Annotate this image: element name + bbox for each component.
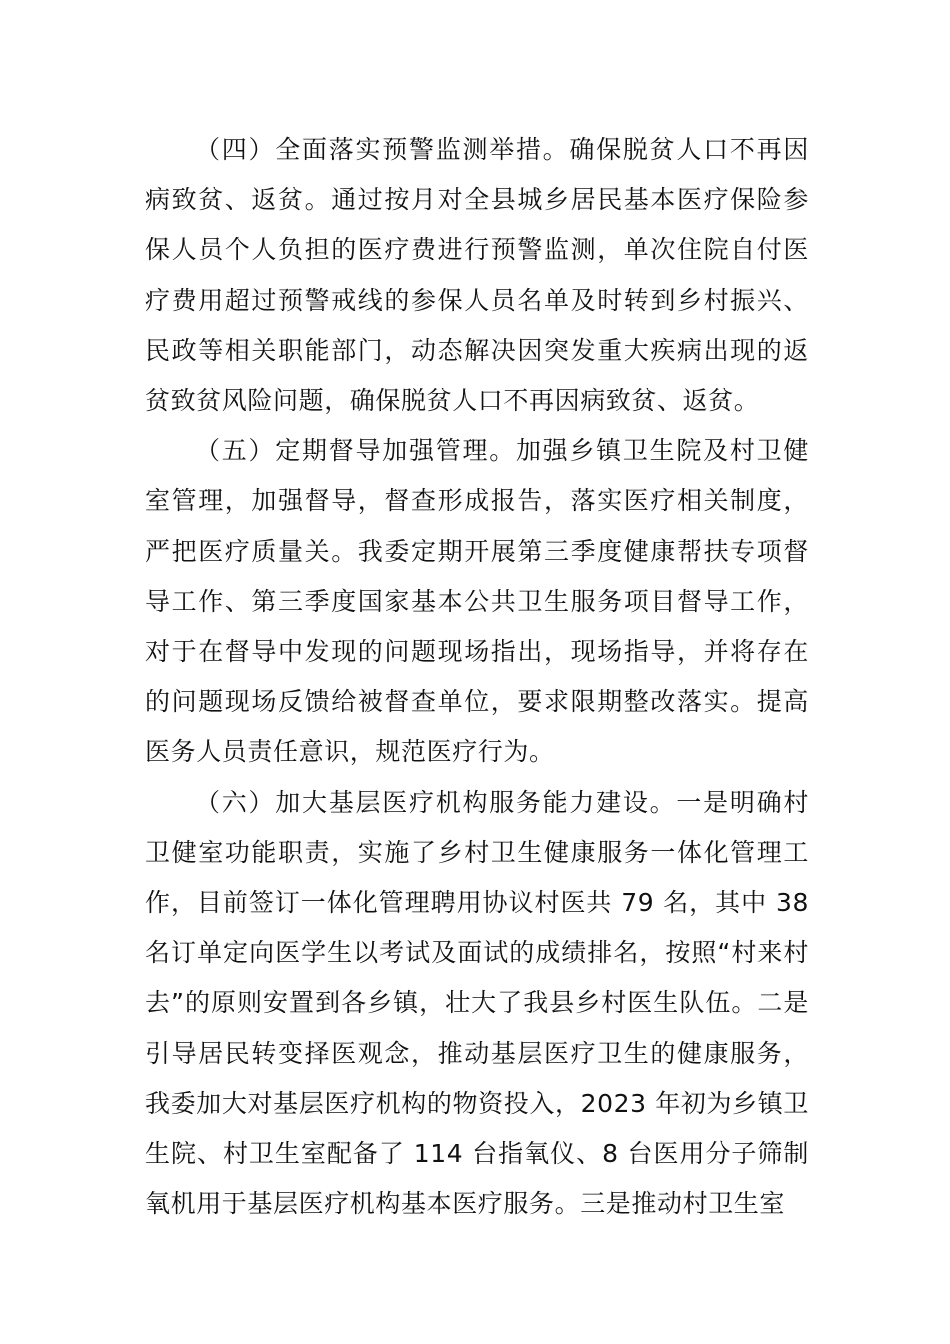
paragraph-early-warning-monitoring: （四）全面落实预警监测举措。确保脱贫人口不再因病致贫、返贫。通过按月对全县城乡居民基本医疗保险参保人员个人负担的医疗费进行预警监测，单次住院自付医疗费用超过预警戒线的参保人员名单及时转到乡村振兴、民政等相关职能部门，动态解决因突发重大疾病出现的返贫致贫风险问题，确保脱贫人口不再因病致贫、返贫。 [145, 135, 809, 416]
paragraph-grassroots-capacity: （六）加大基层医疗机构服务能力建设。一是明确村卫健室功能职责，实施了乡村卫生健康服务一体化管理工作，目前签订一体化管理聘用协议村医共 79 名，其中 38 名订单定向医学生以考试及面试的成绩排名，按照“村来村去”的原则安置到各乡镇，壮大了我县乡村医生队伍。二是引导居民转变择医观念，推动基层医疗卫生的健康服务，我委加大对基层医疗机构的物资投入，2023 年初为乡镇卫生院、村卫生室配备了 114 台指氧仪、8 台医用分子筛制氧机用于基层医疗机构基本医疗服务。三是推动村卫生室 [145, 787, 809, 1219]
document-body [145, 125, 809, 1229]
paragraph-supervision-management: （五）定期督导加强管理。加强乡镇卫生院及村卫健室管理，加强督导，督查形成报告，落实医疗相关制度，严把医疗质量关。我委定期开展第三季度健康帮扶专项督导工作、第三季度国家基本公共卫生服务项目督导工作，对于在督导中发现的问题现场指出，现场指导，并将存在的问题现场反馈给被督查单位，要求限期整改落实。提高医务人员责任意识，规范医疗行为。 [145, 436, 809, 767]
